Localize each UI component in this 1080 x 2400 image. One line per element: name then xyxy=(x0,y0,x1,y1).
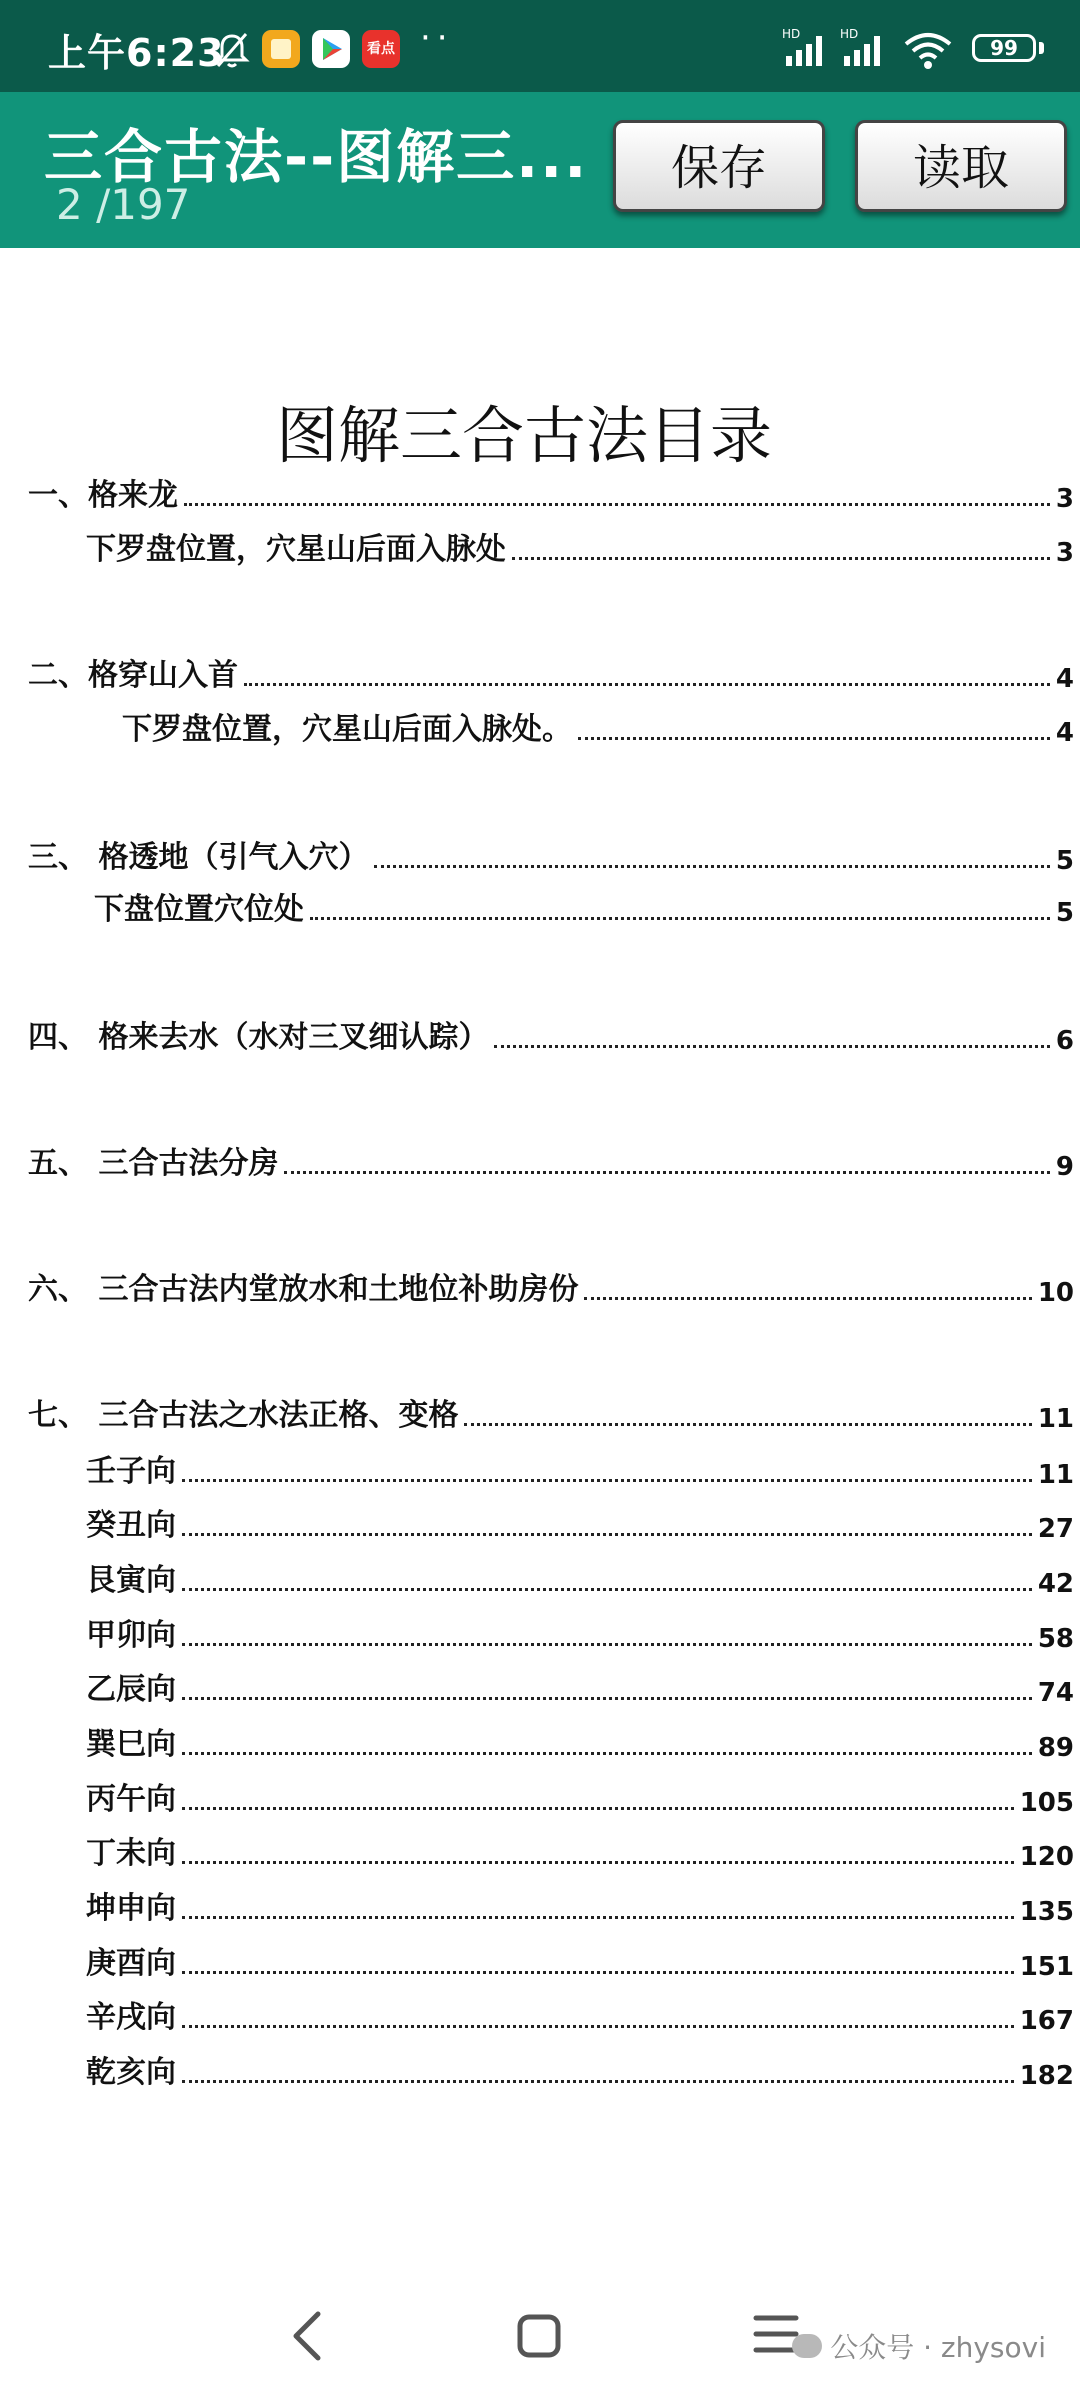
toc-entry-label: 癸丑向 xyxy=(86,1508,176,1543)
toc-entry[interactable] xyxy=(28,466,1074,514)
page-indicator: 2 /197 xyxy=(56,180,191,229)
toc-leader xyxy=(184,503,1050,506)
toc-entry-label: 六、 三合古法内堂放水和土地位补助房份 xyxy=(28,1272,579,1307)
back-icon[interactable] xyxy=(288,2308,328,2364)
toc-entry-page: 4 xyxy=(1055,664,1074,694)
toc-entry[interactable] xyxy=(86,2043,1074,2091)
toc-leader xyxy=(182,1588,1032,1591)
system-icons xyxy=(764,26,1044,72)
toc-entry-label: 七、 三合古法之水法正格、变格 xyxy=(28,1398,459,1433)
toc-entry[interactable] xyxy=(28,1260,1074,1308)
save-button[interactable]: 保存 xyxy=(613,120,825,212)
toc-entry[interactable] xyxy=(86,1660,1074,1708)
toc-entry-label: 辛戌向 xyxy=(86,2000,176,2035)
toc-leader xyxy=(182,1479,1032,1482)
signal-icon-1 xyxy=(782,26,834,70)
svg-text:HD: HD xyxy=(782,27,801,41)
toc-entry-page: 4 xyxy=(1055,718,1074,748)
toc-leader xyxy=(244,683,1050,686)
toc-entry-label: 下罗盘位置，穴星山后面入脉处。 xyxy=(122,712,572,747)
watermark-text: 公众号 · zhysovi xyxy=(830,2331,1046,2364)
toc-leader xyxy=(512,557,1050,560)
toc-heading: 图解三合古法目录 xyxy=(275,399,772,472)
toc-leader xyxy=(284,1171,1049,1174)
toc-entry[interactable] xyxy=(86,1934,1074,1982)
toc-entry-label: 五、 三合古法分房 xyxy=(28,1146,279,1181)
battery-tip xyxy=(1039,42,1044,54)
toc-leader xyxy=(182,1916,1014,1919)
status-bar xyxy=(0,0,1080,92)
battery-icon: 99 xyxy=(972,34,1036,62)
app-play-icon xyxy=(312,30,350,68)
toc-entry-label: 艮寅向 xyxy=(86,1563,176,1598)
toc-leader xyxy=(182,1697,1032,1700)
signal-icon-2 xyxy=(840,26,892,70)
toc-entry[interactable] xyxy=(28,646,1074,694)
toc-entry-page: 151 xyxy=(1019,1952,1074,1982)
toc-entry[interactable] xyxy=(28,1008,1074,1056)
toc-leader xyxy=(374,865,1049,868)
toc-entry[interactable] xyxy=(86,1824,1074,1872)
toc-entry-label: 下罗盘位置，穴星山后面入脉处 xyxy=(86,532,506,567)
toc-entry[interactable] xyxy=(86,1496,1074,1544)
toc-entry[interactable] xyxy=(86,1879,1074,1927)
svg-text:HD: HD xyxy=(840,27,859,41)
toc-entry-label: 甲卯向 xyxy=(86,1618,176,1653)
wifi-icon xyxy=(902,30,954,70)
app-kandian-icon: 看点 xyxy=(362,30,400,68)
toc-leader xyxy=(494,1045,1049,1048)
toc-entry-label: 下盘位置穴位处 xyxy=(94,892,304,927)
toc-leader xyxy=(464,1423,1031,1426)
bell-off-icon xyxy=(212,30,252,70)
app-notes-icon xyxy=(262,30,300,68)
toc-leader xyxy=(584,1297,1031,1300)
toc-entry-page: 9 xyxy=(1055,1152,1074,1182)
toc-entry-page: 11 xyxy=(1037,1404,1074,1434)
toc-entry-page: 58 xyxy=(1037,1624,1074,1654)
toc-entry[interactable] xyxy=(86,1442,1074,1490)
toc-entry-page: 11 xyxy=(1037,1460,1074,1490)
toc-entry-page: 74 xyxy=(1037,1678,1074,1708)
toc-entry[interactable] xyxy=(86,520,1074,568)
load-button[interactable]: 读取 xyxy=(855,120,1067,212)
toc-entry[interactable] xyxy=(86,1606,1074,1654)
toc-entry[interactable] xyxy=(86,1988,1074,2036)
toc-entry-label: 三、 格透地（引气入穴） xyxy=(28,840,369,875)
toc-entry-label: 二、格穿山入首 xyxy=(28,658,238,693)
toc-leader xyxy=(182,1861,1014,1864)
toc-entry-page: 5 xyxy=(1055,846,1074,876)
toc-entry[interactable] xyxy=(122,700,1074,748)
toc-leader xyxy=(182,1971,1014,1974)
toc-entry-label: 丁未向 xyxy=(86,1836,176,1871)
toc-leader xyxy=(578,737,1050,740)
toc-entry-label: 一、格来龙 xyxy=(28,478,178,513)
toc-leader xyxy=(182,1807,1014,1810)
toc-entry-page: 42 xyxy=(1037,1569,1074,1599)
toc-entry-page: 5 xyxy=(1055,898,1074,928)
toc-entry-page: 6 xyxy=(1055,1026,1074,1056)
toc-entry-label: 庚酉向 xyxy=(86,1946,176,1981)
app-bar xyxy=(0,92,1080,248)
toc-leader xyxy=(182,1643,1032,1646)
navigation-bar xyxy=(0,2268,1080,2400)
toc-entry[interactable] xyxy=(86,1551,1074,1599)
toc-entry-page: 167 xyxy=(1019,2006,1074,2036)
toc-entry-label: 四、 格来去水（水对三叉细认踪） xyxy=(28,1020,489,1055)
toc-entry-label: 巽巳向 xyxy=(86,1727,176,1762)
toc-entry-label: 坤申向 xyxy=(86,1891,176,1926)
toc-entry-label: 壬子向 xyxy=(86,1454,176,1489)
toc-entry[interactable] xyxy=(28,828,1074,876)
toc-entry-page: 120 xyxy=(1019,1842,1074,1872)
toc-entry[interactable] xyxy=(28,1386,1074,1434)
toc-entry-label: 丙午向 xyxy=(86,1782,176,1817)
toc-entry-page: 27 xyxy=(1037,1514,1074,1544)
toc-entry[interactable] xyxy=(86,1715,1074,1763)
toc-entry-label: 乙辰向 xyxy=(86,1672,176,1707)
toc-entry[interactable] xyxy=(28,1134,1074,1182)
toc-leader xyxy=(182,2025,1014,2028)
toc-entry-page: 89 xyxy=(1037,1733,1074,1763)
toc-entry-page: 182 xyxy=(1019,2061,1074,2091)
toc-entry-page: 3 xyxy=(1055,538,1074,568)
toc-entry-page: 10 xyxy=(1037,1278,1074,1308)
toc-leader xyxy=(182,1752,1032,1755)
toc-leader xyxy=(182,2080,1014,2083)
toc-entry-page: 135 xyxy=(1019,1897,1074,1927)
document-title: 三合古法--图解三... xyxy=(44,123,589,191)
toc-entry[interactable] xyxy=(94,880,1074,928)
watermark xyxy=(792,2326,1046,2366)
toc-entry-page: 105 xyxy=(1019,1788,1074,1818)
toc-entry-label: 乾亥向 xyxy=(86,2055,176,2090)
document-page[interactable] xyxy=(0,248,1080,2268)
toc-entry-page: 3 xyxy=(1055,484,1074,514)
toc-leader xyxy=(310,917,1050,920)
home-icon[interactable] xyxy=(515,2312,563,2360)
toc-entry[interactable] xyxy=(86,1770,1074,1818)
wechat-logo-icon xyxy=(792,2334,822,2358)
status-time: 上午6:23 xyxy=(48,31,225,75)
toc-leader xyxy=(182,1533,1032,1536)
more-notifications-icon: ·· xyxy=(420,18,454,58)
